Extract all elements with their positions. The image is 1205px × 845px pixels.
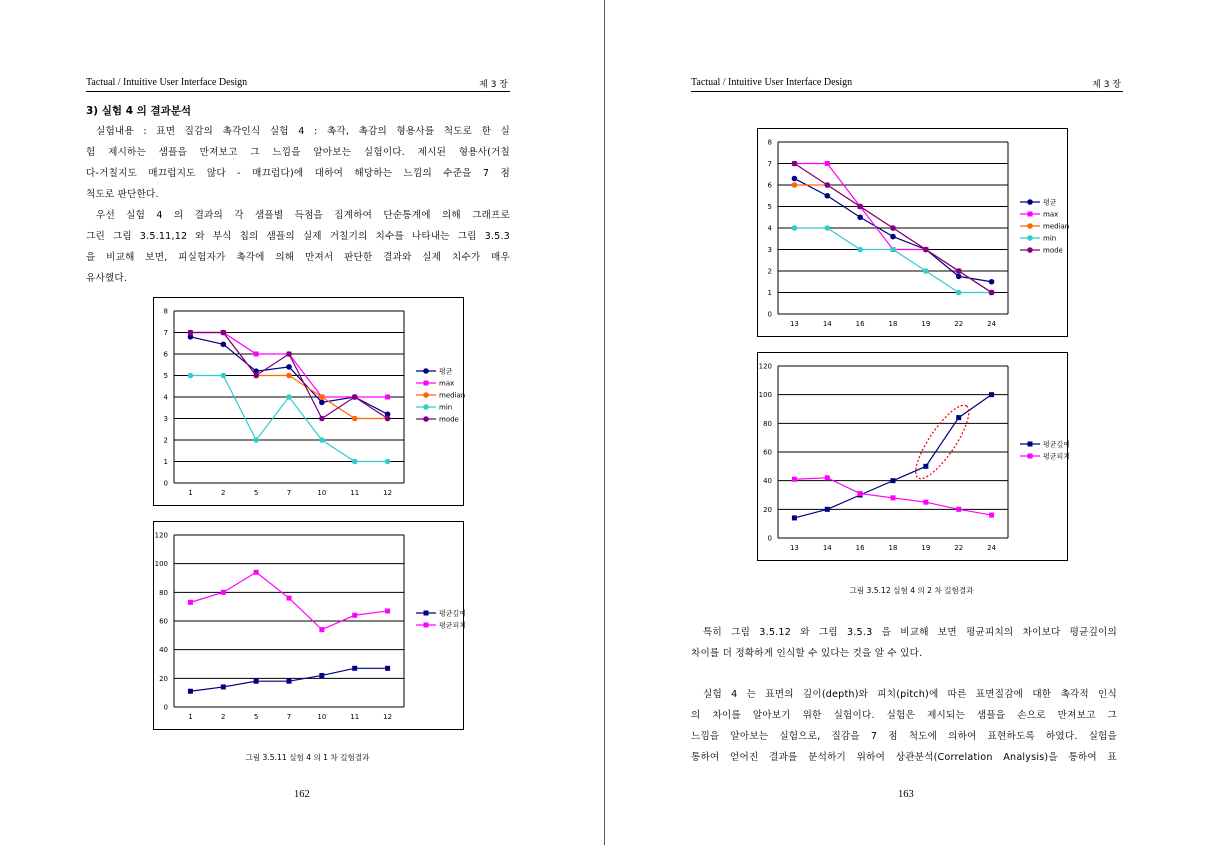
marker-point: [792, 176, 798, 182]
marker-point: [319, 400, 325, 406]
y-tick-label: 80: [763, 419, 772, 428]
y-tick-label: 100: [154, 560, 168, 569]
marker-point: [352, 416, 358, 422]
marker-point: [857, 247, 863, 253]
text-line: 다-거칠지도 매끄럽지도 않다 - 매끄럽다)에 대하여 해당하는 느낌의 수준을 7 점: [86, 168, 510, 179]
y-tick-label: 2: [163, 436, 168, 445]
legend-label: min: [439, 403, 453, 412]
text-line: 의 차이를 알아보기 위한 실험이다. 실험은 제시되는 샘플을 손으로 만져보고 그: [691, 710, 1117, 721]
marker-point: [1027, 247, 1033, 253]
marker-point: [923, 247, 929, 253]
marker-square: [287, 679, 292, 684]
y-tick-label: 4: [767, 224, 772, 233]
y-tick-label: 120: [154, 531, 168, 540]
y-tick-label: 6: [163, 350, 168, 359]
marker-point: [989, 290, 995, 296]
y-tick-label: 60: [159, 617, 168, 626]
marker-square: [1028, 212, 1033, 217]
marker-point: [792, 161, 798, 167]
marker-square: [188, 689, 193, 694]
x-tick-label: 18: [888, 544, 898, 552]
marker-square: [1028, 454, 1033, 459]
marker-point: [1027, 199, 1033, 205]
legend-label: median: [1043, 222, 1070, 231]
marker-square: [319, 627, 324, 632]
left-paragraph-1: [86, 121, 510, 205]
marker-square: [923, 464, 928, 469]
marker-point: [956, 268, 962, 274]
y-tick-label: 100: [758, 391, 772, 400]
marker-square: [254, 570, 259, 575]
legend-label: median: [439, 391, 466, 400]
right-running-head: [691, 77, 1123, 92]
right-header-chapter: 제 3 장: [1092, 80, 1121, 90]
text-line: 유사했다.: [86, 273, 128, 284]
legend-label: 평균피치: [439, 621, 467, 630]
y-tick-label: 20: [159, 674, 168, 683]
y-tick-label: 0: [163, 703, 168, 712]
legend-label: 평균깊이: [439, 609, 467, 618]
chart-fig-3-5-11-scores: [153, 297, 464, 506]
marker-point: [824, 193, 830, 199]
marker-square: [825, 507, 830, 512]
y-tick-label: 1: [163, 458, 168, 466]
x-tick-label: 22: [954, 544, 964, 552]
x-tick-label: 11: [350, 489, 360, 497]
marker-point: [890, 247, 896, 253]
legend-label: max: [1043, 210, 1059, 219]
legend-label: min: [1043, 234, 1057, 243]
x-tick-label: 7: [286, 713, 292, 721]
marker-point: [923, 268, 929, 274]
marker-point: [792, 182, 798, 188]
text-line: 그린 그림 3.5.11,12 와 부식 칩의 샘플의 실제 거칠기의 치수를 나타내는 그림 3.5.3: [86, 231, 510, 242]
x-tick-label: 13: [789, 320, 799, 328]
y-tick-label: 0: [767, 310, 772, 319]
x-tick-label: 5: [253, 489, 259, 497]
marker-point: [1027, 223, 1033, 229]
x-tick-label: 10: [317, 489, 327, 497]
x-tick-label: 16: [855, 320, 865, 328]
text-line: 척도로 판단한다.: [86, 189, 159, 200]
series-평균깊이: [792, 392, 994, 520]
legend-label: mode: [1043, 246, 1063, 255]
chart-fig-3-5-11-dims: [153, 521, 467, 730]
x-tick-label: 5: [253, 713, 259, 721]
text-line: 느낌을 알아보는 실험으로, 질감을 7 점 척도에 의하여 표현하도록 하였다. 실험을: [691, 731, 1117, 742]
marker-square: [825, 475, 830, 480]
left-header-title: Tactual / Intuitive User Interface Design: [86, 77, 248, 88]
x-tick-label: 1: [188, 713, 193, 721]
marker-point: [319, 394, 325, 400]
series-평균깊이: [188, 666, 390, 694]
y-tick-label: 60: [763, 448, 772, 457]
marker-point: [423, 368, 429, 374]
marker-point: [385, 459, 391, 465]
chart-svg: [154, 298, 466, 505]
marker-square: [424, 381, 429, 386]
y-tick-label: 6: [767, 181, 772, 190]
marker-point: [423, 392, 429, 398]
marker-square: [319, 673, 324, 678]
y-tick-label: 120: [758, 362, 772, 371]
marker-square: [287, 596, 292, 601]
y-tick-label: 7: [767, 160, 772, 168]
x-tick-label: 11: [350, 713, 360, 721]
right-page-number: 163: [898, 789, 914, 800]
x-tick-label: 13: [789, 544, 799, 552]
y-tick-label: 3: [767, 246, 772, 254]
x-tick-label: 22: [954, 320, 964, 328]
left-header-chapter: 제 3 장: [479, 80, 508, 90]
marker-point: [220, 342, 226, 348]
text-line: 통하여 얻어진 결과를 분석하기 위하여 상관분석(Correlation Analysis)을 통하여 표: [691, 752, 1117, 763]
y-tick-label: 8: [163, 307, 168, 316]
y-tick-label: 7: [163, 329, 168, 337]
y-tick-label: 40: [159, 646, 168, 655]
chart-fig-3-5-12-dims: [757, 352, 1071, 561]
marker-point: [824, 182, 830, 188]
legend-label: 평균깊이: [1043, 440, 1071, 449]
y-tick-label: 8: [767, 138, 772, 147]
x-tick-label: 2: [221, 489, 226, 497]
marker-point: [824, 225, 830, 231]
text-line: 을 비교해 보면, 피실험자가 촉각에 의해 만져서 판단한 결과와 실제 치수가 매우: [86, 252, 510, 263]
marker-square: [254, 352, 259, 357]
marker-point: [956, 290, 962, 296]
left-running-head: [86, 77, 510, 92]
marker-square: [254, 679, 259, 684]
y-tick-label: 4: [163, 393, 168, 402]
marker-square: [792, 477, 797, 482]
legend-label: mode: [439, 415, 459, 424]
marker-point: [220, 330, 226, 336]
text-line: 우선 실험 4 의 결과의 각 샘플별 득점을 집계하여 단순통계에 의해 그래프로: [96, 210, 510, 221]
marker-point: [188, 373, 194, 379]
x-tick-label: 14: [822, 320, 832, 328]
chart-svg: [758, 129, 1070, 336]
marker-point: [253, 373, 259, 379]
marker-square: [858, 491, 863, 496]
marker-square: [923, 500, 928, 505]
right-header-title: Tactual / Intuitive User Interface Design: [691, 77, 853, 88]
marker-point: [286, 394, 292, 400]
y-tick-label: 3: [163, 415, 168, 423]
marker-point: [286, 364, 292, 370]
x-tick-label: 19: [921, 544, 931, 552]
marker-square: [424, 611, 429, 616]
left-figure-caption: 그림 3.5.11 실험 4 의 1 차 길험결과: [245, 753, 370, 762]
marker-square: [221, 590, 226, 595]
chart-svg: [154, 522, 467, 729]
marker-point: [1027, 235, 1033, 241]
marker-point: [792, 225, 798, 231]
y-tick-label: 5: [163, 372, 168, 380]
right-paragraph-2: [691, 684, 1117, 768]
marker-point: [890, 234, 896, 240]
marker-point: [253, 437, 259, 443]
x-tick-label: 7: [286, 489, 292, 497]
marker-point: [956, 274, 962, 280]
marker-point: [423, 416, 429, 422]
y-tick-label: 0: [163, 479, 168, 488]
marker-square: [385, 395, 390, 400]
x-tick-label: 12: [383, 713, 393, 721]
marker-point: [319, 437, 325, 443]
marker-square: [188, 600, 193, 605]
x-tick-label: 2: [221, 713, 226, 721]
marker-square: [792, 515, 797, 520]
marker-point: [286, 373, 292, 379]
marker-square: [891, 478, 896, 483]
marker-square: [385, 666, 390, 671]
marker-point: [352, 394, 358, 400]
x-tick-label: 24: [987, 320, 997, 328]
y-tick-label: 20: [763, 505, 772, 514]
x-tick-label: 1: [188, 489, 193, 497]
marker-point: [423, 404, 429, 410]
marker-square: [891, 495, 896, 500]
text-line: 험 제시하는 샘플을 만져보고 그 느낌을 알아보는 실험이다. 제시된 형용사(거칠: [86, 147, 510, 158]
marker-point: [319, 416, 325, 422]
marker-square: [385, 608, 390, 613]
y-tick-label: 2: [767, 267, 772, 276]
marker-square: [1028, 442, 1033, 447]
x-tick-label: 19: [921, 320, 931, 328]
x-tick-label: 12: [383, 489, 393, 497]
marker-point: [857, 214, 863, 220]
y-tick-label: 0: [767, 534, 772, 543]
x-tick-label: 10: [317, 713, 327, 721]
marker-point: [385, 416, 391, 422]
y-tick-label: 80: [159, 588, 168, 597]
marker-square: [352, 666, 357, 671]
marker-square: [956, 415, 961, 420]
marker-square: [825, 161, 830, 166]
marker-point: [286, 351, 292, 357]
x-tick-label: 24: [987, 544, 997, 552]
right-paragraph-1: [691, 622, 1117, 664]
y-tick-label: 1: [767, 289, 772, 297]
chart-fig-3-5-12-scores: [757, 128, 1068, 337]
chart-svg: [758, 353, 1071, 560]
marker-point: [188, 330, 194, 336]
text-line: 실험 4 는 표면의 깊이(depth)와 피치(pitch)에 따른 표면질감에 대한 촉각적 인식: [703, 689, 1117, 700]
left-paragraph-2: [86, 205, 510, 289]
marker-square: [424, 623, 429, 628]
legend-label: 평균: [1043, 198, 1057, 207]
x-tick-label: 18: [888, 320, 898, 328]
text-line: 차이를 더 정확하게 인식할 수 있다는 것을 알 수 있다.: [691, 648, 923, 659]
section-heading: 3) 실험 4 의 결과분석: [86, 105, 192, 117]
page-divider: [604, 0, 605, 845]
legend-label: 평균피치: [1043, 452, 1071, 461]
x-tick-label: 16: [855, 544, 865, 552]
series-평균피치: [188, 570, 390, 632]
legend-label: 평균: [439, 367, 453, 376]
marker-point: [989, 279, 995, 285]
y-tick-label: 40: [763, 477, 772, 486]
marker-square: [221, 684, 226, 689]
text-line: 특히 그림 3.5.12 와 그림 3.5.3 을 비교해 보면 평균피치의 차이보다 평균깊이의: [703, 627, 1117, 638]
marker-point: [857, 204, 863, 210]
y-tick-label: 5: [767, 203, 772, 211]
marker-point: [220, 373, 226, 379]
marker-point: [352, 459, 358, 465]
marker-square: [956, 507, 961, 512]
legend-label: max: [439, 379, 455, 388]
x-tick-label: 14: [822, 544, 832, 552]
marker-point: [890, 225, 896, 231]
text-line: 실험내용 : 표면 질감의 촉각인식 실험 4 : 촉각, 촉감의 형용사를 척도로 한 실: [96, 126, 510, 137]
left-page-number: 162: [294, 789, 310, 800]
right-figure-caption: 그림 3.5.12 실험 4 의 2 차 길험결과: [849, 586, 974, 595]
marker-square: [989, 392, 994, 397]
marker-square: [352, 613, 357, 618]
marker-square: [989, 513, 994, 518]
